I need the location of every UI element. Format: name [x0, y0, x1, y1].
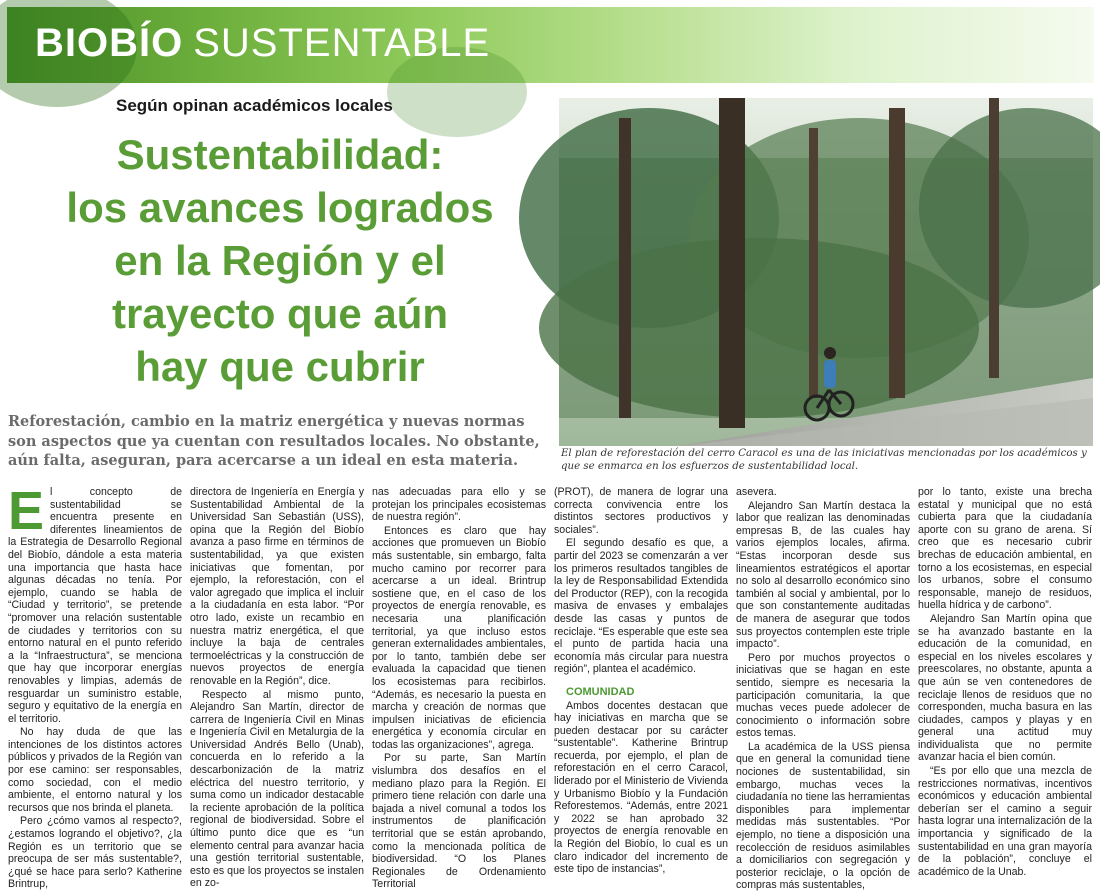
headline-line: hay que cubrir [135, 343, 425, 390]
section-banner [7, 7, 1094, 83]
paragraph: La académica de la USS piensa que en general la comunidad tiene nociones de sustentabilidad, sin embargo, muchas veces la ciudadanía no tiene las herramientas disponibles para implementar medidas más sustentables. “Por ejemplo, no tiene a disposición una recolección de residuos asimilables a domiciliarios con segregación y posterior reciclaje, o la opción de compras más sustentables, [736, 740, 910, 892]
article-headline [20, 128, 540, 393]
text-column [190, 486, 364, 890]
paragraph: asevera. [736, 486, 777, 498]
article-photo [559, 98, 1093, 446]
paragraph: por lo tanto, existe una brecha estatal y municipal que no está cubierta para que la ciudadanía aporte con su grano de arena. Sí creo que es necesario cubrir brechas de educación ambiental, en torno a los ecosistemas, en especial los urbanos, sobre el consumo responsable, manejo de residuos, huella hídrica y de carbono”. [918, 486, 1092, 612]
text-column [918, 486, 1092, 878]
paragraph: Respecto al mismo punto, Alejandro San Martín, director de carrera de Ingeniería Civil en Minas e Ingeniería Civil en Metalurgia de la Universidad Andrés Bello (Unab), concuerda en lo referido a la descarbonización de la matriz eléctrica del nuestro territorio, y suma como un indicador destacable la reciente aprobación de la política regional de biodiversidad. Sobre el último punto dice que es “un elemento central para avanzar hacia una gestión territorial sustentable, esto es que los proyectos se instalen en zo- [190, 688, 364, 890]
paragraph: (PROT), de manera de lograr una correcta convivencia entre los distintos sectores productivos y sociales”. [554, 486, 728, 536]
headline-line: trayecto que aún [111, 290, 449, 337]
section-title-light: SUSTENTABLE [193, 21, 491, 65]
section-subhead: COMUNIDAD [566, 685, 635, 698]
section-title-bold: BIOBÍO [35, 21, 184, 65]
headline-line: Sustentabilidad: [116, 131, 444, 178]
headline-line: los avances logrados [66, 184, 494, 231]
paragraph: El segundo desafío es que, a partir del 2023 se comenzarán a ver los primeros resultados tangibles de la ley de Responsabilidad Extendida del Productor (REP), con la recogida masiva de envases y embalajes desde las casas y puntos de reciclaje. “Es esperable que este sea el punto de partida hacia una economía más circular para nuestra región”, plantea el académico. [554, 537, 728, 676]
paragraph: Pero por muchos proyectos o iniciativas que se hagan en este sentido, siempre es necesaria la participación comunitaria, la que muchas veces puede adolecer de conocimiento o información sobre estos temas. [736, 651, 910, 740]
paragraph: nas adecuadas para ello y se protejan los principales ecosistemas de nuestra región”. [372, 486, 546, 524]
paragraph: Pero ¿cómo vamos al respecto?, ¿estamos logrando el objetivo?, ¿la Región es un territorio que se preocupa de ser más sustentable?, ¿qué se hace para serlo? Katherine Brintrup, [8, 815, 182, 891]
section-title [35, 21, 490, 66]
paragraph: Alejandro San Martín destaca la labor que realizan las denominadas empresas B, de las cuales hay varios ejemplos locales, afirma. “Estas incorporan desde sus lineamientos estratégicos el aportar no solo al desarrollo económico sino también al social y ambiental, por lo que son constantemente auditadas de manera de asegurar que todos sus proyectos contemplen este triple impacto”. [736, 499, 910, 651]
text-column [736, 486, 910, 892]
article-body [8, 481, 1096, 892]
paragraph: “Es por ello que una mezcla de restricciones normativas, incentivos económicos y educación ambiental deberían ser el camino a seguir hasta lograr una internalización de la importancia y significado de la sustentabilidad en una gran mayoría de la población”, concluye el académico de la Unab. [918, 765, 1092, 878]
paragraph: Alejandro San Martín opina que se ha avanzado bastante en la educación de la comunidad, en especial en los niveles escolares y preescolares, no obstante, apunta a que aún se ven contenedores de reciclaje llenos de residuos que no corresponden, mucha basura en las ciudades, campos y playas y en general una actitud muy individualista que no permite avanzar hacia el bien común. [918, 612, 1092, 764]
forest-bike-image [559, 98, 1093, 446]
paragraph: No hay duda de que las intenciones de los distintos actores públicos y privados de la Región van por ese camino: ser responsables, como sociedad, con el medio ambiente, el entorno natural y los recursos que nos brinda el planeta. [8, 726, 182, 814]
paragraph: l concepto de sustentabilidad se encuentra presente en diferentes lineamientos de la Estrategia de Desarrollo Regional del Biobío, dándole a esta materia una importancia que hasta hace algunas décadas no tenía. Por ejemplo, cuando se habla de “Ciudad y territorio”, se pretende “promover una relación sustentable de ciudades y territorios con su entorno natural en el punto referido a la “Infraestructura”, se menciona que hay que incorporar energías renovables y limpias, además de resguardar un suministro estable, seguro y equitativo de la energía en el territorio. [8, 486, 182, 725]
paragraph: Por su parte, San Martín vislumbra dos desafíos en el mediano plazo para la Región. El primero tiene relación con darle una bajada a nivel comunal a todos los instrumentos de planificación territorial que se están aprobando, como la mencionada política de biodiversidad. “O los Planes Regionales de Ordenamiento Territorial [372, 752, 546, 891]
paragraph: directora de Ingeniería en Energía y Sustentabilidad Ambiental de la Universidad San Sebastián (USS), opina que la Región del Biobío avanza a paso firme en términos de sustentabilidad, ya que existen iniciativas que fomentan, por ejemplo, la reforestación, con el valor agregado que implica el incluir a la ciudadanía en esta labor. “Por otro lado, existe un recambio en nuestra matriz energética, el que incluye la baja de centrales termoeléctricas y la construcción de nuevos proyectos de energía renovable en la Región”, dice. [190, 486, 364, 687]
article-deck: Reforestación, cambio en la matriz energética y nuevas normas son aspectos que ya cuentan con resultados locales. No obstante, aún falta, aseguran, para acercarse a un ideal en esta materia. [8, 413, 540, 469]
drop-cap: E [8, 481, 45, 541]
paragraph: Entonces es claro que hay acciones que promueven un Biobío más sustentable, sin embargo, falta mucho camino por recorrer para acercarse a un ideal. Brintrup sostiene que, en el caso de los proyectos de energía renovable, es necesaria una planificación territorial, ya que incluso estos generan externalidades ambientales, por lo tanto, también debe ser evaluada la capacidad que tienen los ecosistemas para recibirlos. “Además, es necesario la puesta en marcha y creación de normas que impulsen iniciativas de eficiencia energética y economía circular en todas las organizaciones”, agrega. [372, 524, 546, 751]
headline-line: en la Región y el [114, 237, 446, 284]
text-column [554, 486, 728, 878]
text-column [372, 486, 546, 891]
paragraph: Ambos docentes destacan que hay iniciativas en marcha que se pueden destacar por su carácter “sustentable”. Katherine Brintrup recuerda, por ejemplo, el plan de reforestación en el cerro Caracol, liderado por el Ministerio de Vivienda y Urbanismo Biobío y la Fundación Reforestemos. “Además, entre 2021 y 2022 se han aprobado 32 proyectos de energía renovable en la Región del Biobío, lo cual es un claro indicador del incremento de este tipo de instancias”, [554, 699, 728, 876]
photo-caption: El plan de reforestación del cerro Caracol es una de las iniciativas mencionadas por los académicos y que se enmarca en los esfuerzos de sustentabilidad local. [561, 448, 1087, 472]
text-column [8, 481, 182, 891]
article-kicker: Según opinan académicos locales [116, 96, 393, 115]
